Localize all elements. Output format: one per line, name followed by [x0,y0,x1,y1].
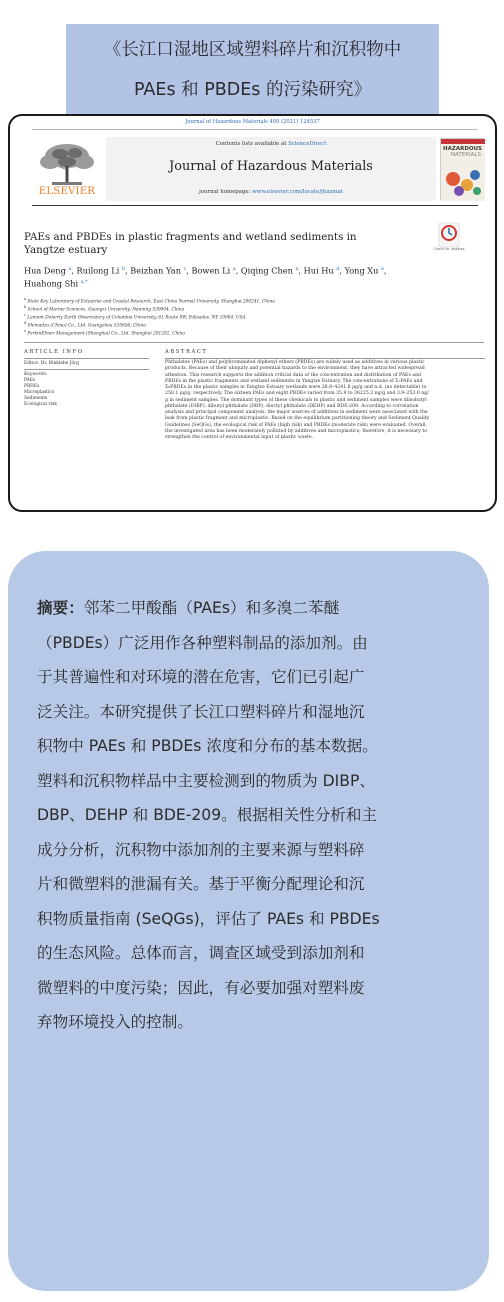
keyword-item: PAEs [24,378,36,383]
affiliation-item [24,305,444,313]
affiliation-item [24,313,444,321]
article-info-rule [24,358,149,359]
affiliation-mark: e [24,329,27,334]
author-name[interactable]: Bowen Li [191,265,231,276]
chinese-summary [37,591,467,1040]
affiliation-text: State Key Laboratory of Estuarine and Coastal Research, East China Normal University, Shanghai 200241, China [27,299,275,305]
author-affil-mark: e [381,267,384,272]
abstract-line: attention. This research supports the addition critical data of the concentration and distribution of PAEs and [165,372,422,378]
summary-line: 片和微塑料的泄漏有关。基于平衡分配理论和沉 [37,875,365,893]
author-name[interactable]: Huahong Shi [24,278,79,289]
summary-line: 的生态风险。总体而言，调查区域受到添加剂和 [37,944,365,962]
keyword-item: Ecological risk [24,402,57,407]
english-abstract [165,360,485,441]
keyword-item: Microplastics [24,390,55,395]
sciencedirect-link[interactable]: ScienceDirect [288,141,327,147]
article-title-banner [66,24,439,118]
homepage-prefix: journal homepage: [199,189,253,195]
paper-first-page [8,114,497,512]
journal-name: Journal of Hazardous Materials [169,159,373,174]
header-divider [32,129,478,130]
editor-line: Editor: Dr. Rinklebe Jörg [24,361,80,366]
journal-homepage-line [106,189,436,195]
affiliation-item [24,321,444,329]
journal-citation[interactable]: Journal of Hazardous Materials 409 (2021) 124537 [185,119,320,125]
summary-first-line: 邻苯二甲酸酯（PAEs）和多溴二苯醚 [83,599,340,617]
abstract-line: Phthalates (PAEs) and polybrominated diphenyl ethers (PBDEs) are widely used as additives in various plastic [165,360,425,365]
header-bottom-rule [32,205,478,206]
author-name[interactable]: Ruilong Li [76,265,120,276]
abstract-line: Σ₈PBDEs in the plastic samples in Yangtze Estuary wetlands were 26.8–4241.8 μg/g and n.d. (no detectable) to [165,385,427,390]
abstract-line: products. Because of their ubiquity and potential hazards to the environment, they have attracted widespread [165,366,425,372]
affiliation-text: PerkinElmer Management (Shanghai) Co., Ltd, Shanghai 201202, China [27,331,185,337]
summary-line: 弃物环境投入的控制。 [37,1013,193,1031]
affiliation-text: School of Marine Sciences, Guangxi University, Nanning 530004, China [27,307,185,313]
check-for-updates-label: Check for updates [433,247,465,251]
author-affil-mark: d [336,267,340,272]
author-affil-mark: a [68,267,72,272]
paper-title-line-1: PAEs and PBDEs in plastic fragments and wetland sediments in [24,231,357,243]
publisher-logo-text: ELSEVIER [38,186,96,197]
author-name[interactable]: Hua Deng [24,265,66,276]
editor-rule [24,369,149,370]
journal-homepage-link[interactable]: www.elsevier.com/locate/jhazmat [252,189,343,195]
summary-line: 积物质量指南 (SeQGs)，评估了 PAEs 和 PBDEs [37,909,380,928]
author-name[interactable]: Yong Xu [344,265,379,276]
abstract-heading: ABSTRACT [165,349,208,355]
journal-header [106,137,436,201]
affiliation-mark: a [24,297,27,301]
affiliation-text: Shimadzu (China) Co., Ltd, Guangzhou 510656, China [27,323,146,329]
author-affil-mark: a,* [80,280,88,286]
cover-title-line-1: HAZARDOUS [443,146,483,152]
abstract-line: the investigated area has been moderately polluted by additives and microplastics; therefore, it is necessary to [165,428,428,434]
abstract-line: 250.1 μg/g, respectively. The sixteen PAEs and eight PBDEs varied from 35.9 to 36225.2 ng/g and 3.9–253.0 ng/ [165,391,429,397]
summary-line: 于其普遍性和对环境的潜在危害，它们已引起广 [37,668,365,686]
author-affil-mark: a [295,267,299,272]
banner-title-line-1: 《长江口湿地区域塑料碎片和沉积物中 [103,40,402,60]
banner-title-line-2: PAEs 和 PBDEs 的污染研究》 [134,80,371,100]
abstract-line: strengthen the control of environmental input of plastic waste. [165,435,314,440]
paper-title [24,231,404,257]
summary-label: 摘要： [37,599,84,617]
affiliation-mark: b [24,305,27,310]
cover-journal-title [443,147,481,158]
author-affil-mark: b [121,267,125,272]
author-name[interactable]: Qiqing Chen [240,265,293,276]
summary-line: 泛关注。本研究提供了长江口塑料碎片和湿地沉 [37,702,365,721]
article-info-heading: ARTICLE INFO [24,349,84,355]
author-affil-mark: c [183,267,187,272]
summary-line: DBP、DEHP 和 BDE-209。根据相关性分析和主 [37,806,378,824]
check-for-updates-icon[interactable] [438,222,460,248]
contents-prefix: Contents lists available at [215,141,289,147]
summary-line: 成分分析，沉积物中添加剂的主要来源与塑料碎 [37,840,365,859]
summary-line [37,591,467,626]
affiliation-text: Lamont-Doherty Earth Observatory of Columbia University, 61 Route 9W, Palisades, NY 10964, USA [27,315,246,321]
keywords-label: Keywords: [24,372,48,377]
affiliation-item [24,297,444,305]
author-name[interactable]: Beizhan Yan [130,265,181,276]
keyword-item: PBDEs [24,384,40,389]
cover-title-line-2: MATERIALS [450,151,481,158]
author-affil-mark: a [232,267,236,272]
affiliation-list [24,297,444,337]
summary-line: 微塑料的中度污染；因此，有必要加强对塑料废 [37,978,365,997]
summary-line: 塑料和沉积物样品中主要检测到的物质为 DIBP、 [37,771,375,790]
affiliation-item [24,329,444,337]
affiliation-mark: d [24,321,27,326]
summary-line: （PBDEs）广泛用作各种塑料制品的添加剂。由 [37,633,368,652]
abstract-line: Guidelines (SeQGs), the ecological risk of PAEs (high risk) and PBDEs (moderate risk) were evaluated. Overall, [165,422,428,428]
abstract-line: g in sediment samples. The dominant types of these chemicals in plastic and sediment samples were diisobutyl [165,397,427,403]
front-matter-divider [24,342,484,343]
paper-title-line-2: Yangtze estuary [24,244,108,256]
summary-line: 积物中 PAEs 和 PBDEs 浓度和分布的基本数据。 [37,737,378,755]
abstract-line: analysis and principal component analysis, the major sources of additives in sediment were associated with the [165,410,428,415]
contents-available-line [106,141,436,147]
abstract-rule [165,358,485,359]
affiliation-mark: c [24,313,26,318]
abstract-line: PBDEs in the plastic fragments and wetland sediments in Yangtze Estuary. The concentrations of Σ₇PAEs and [165,378,423,384]
author-name[interactable]: Hui Hu [303,265,334,276]
abstract-line: leak from plastic fragment and microplastic. Based on the equilibrium partitioning theory and Sediment Quality [165,416,430,422]
keyword-item: Sediments [24,396,48,401]
author-list: Hua Deng $^a$, Ruilong Li $^b$, Beizhan Yan $^c$, Bowen Li $^a$, Qiqing Chen $^a$, Hui Hu $^d$, Yong Xu $^e$, Huahong Shi $^{a,*}$ [24,265,387,289]
abstract-line: phthalate (DIBP), dibutyl phthalate (DBP), dioctyl phthalate (DEHP) and BDE-209. According to correlation [165,403,419,409]
